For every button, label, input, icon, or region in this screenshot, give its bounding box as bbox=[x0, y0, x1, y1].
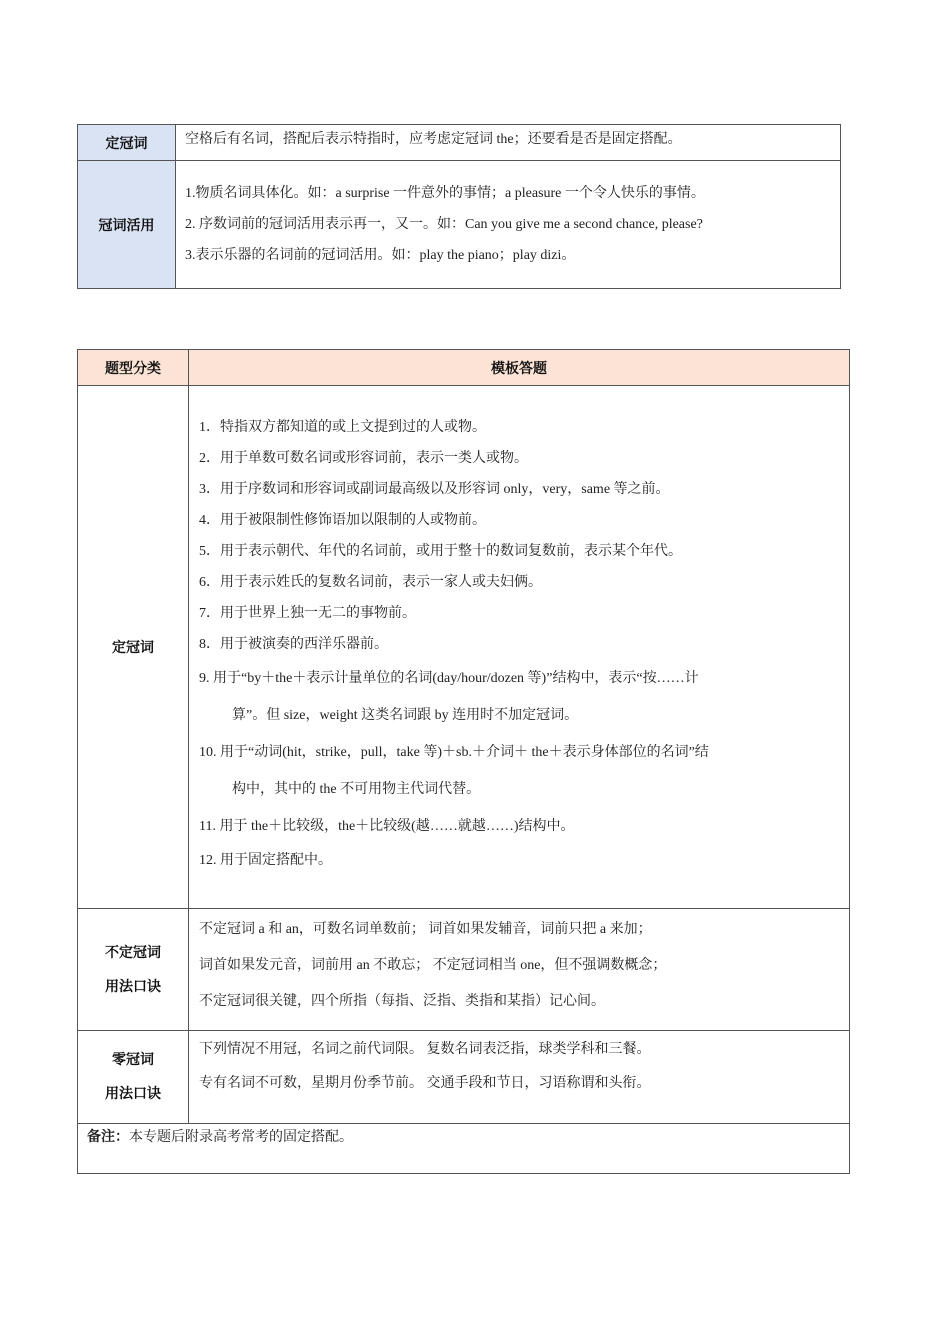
note-label: 备注： bbox=[87, 1129, 129, 1145]
list-item: 不定冠词 a 和 an，可数名词单数前； 词首如果发辅音，词前只把 a 来加； bbox=[199, 922, 652, 937]
list-item bbox=[199, 734, 841, 808]
list-item-line: 10. 用于“动词(hit，strike，pull，take 等)＋sb.＋介词＋ the＋表示身体部位的名词”结 bbox=[199, 745, 709, 760]
row-label-definite: 定冠词 bbox=[78, 125, 176, 161]
table-row bbox=[78, 1124, 850, 1174]
list-item: 2. 序数词前的冠词活用表示再一，又一。如：Can you give me a second chance, please? bbox=[185, 217, 703, 232]
list-item: 2．用于单数可数名词或形容词前，表示一类人或物。 bbox=[199, 451, 528, 466]
list-item: 5．用于表示朝代、年代的名词前，或用于整十的数词复数前，表示某个年代。 bbox=[199, 544, 682, 559]
zero-article-label: 零冠词 用法口诀 bbox=[78, 1031, 189, 1124]
table-row bbox=[78, 386, 850, 909]
table-row bbox=[78, 909, 850, 1031]
list-item: 12. 用于固定搭配中。 bbox=[199, 853, 332, 868]
list-item bbox=[199, 660, 841, 734]
definite-article-rules bbox=[189, 386, 850, 909]
indefinite-article-label: 不定冠词 用法口诀 bbox=[78, 909, 189, 1031]
row-text-flexible-use bbox=[176, 161, 841, 289]
table-row bbox=[78, 1031, 850, 1124]
list-item: 3.表示乐器的名词前的冠词活用。如：play the piano；play dizi。 bbox=[185, 248, 576, 263]
list-item: 1．特指双方都知道的或上文提到过的人或物。 bbox=[199, 420, 486, 435]
note-cell bbox=[78, 1124, 850, 1174]
list-item: 8．用于被演奏的西洋乐器前。 bbox=[199, 637, 388, 652]
row-label-flexible-use: 冠词活用 bbox=[78, 161, 176, 289]
list-item: 词首如果发元音，词前用 an 不敢忘； 不定冠词相当 one，但不强调数概念； bbox=[199, 958, 667, 973]
table-header-row bbox=[78, 350, 850, 386]
list-item: 不定冠词很关键，四个所指（每指、泛指、类指和某指）记心间。 bbox=[199, 994, 605, 1009]
row-text-definite: 空格后有名词，搭配后表示特指时，应考虑定冠词 the；还要看是否是固定搭配。 bbox=[176, 125, 841, 161]
list-item: 下列情况不用冠，名词之前代词限。 复数名词表泛指，球类学科和三餐。 bbox=[199, 1042, 651, 1057]
list-item-line: 算”。但 size，weight 这类名词跟 by 连用时不加定冠词。 bbox=[232, 708, 579, 723]
list-item-line: 9. 用于“by＋the＋表示计量单位的名词(day/hour/dozen 等)”结构中，表示“按……计 bbox=[199, 671, 699, 686]
note-text: 本专题后附录高考常考的固定搭配。 bbox=[129, 1130, 353, 1145]
list-item: 1.物质名词具体化。如：a surprise 一件意外的事情；a pleasure 一个令人快乐的事情。 bbox=[185, 186, 705, 201]
table-row bbox=[78, 161, 841, 289]
list-item: 7．用于世界上独一无二的事物前。 bbox=[199, 606, 416, 621]
list-item-line: 构中，其中的 the 不可用物主代词代替。 bbox=[232, 782, 481, 797]
definite-article-label: 定冠词 bbox=[78, 386, 189, 909]
table-row bbox=[78, 125, 841, 161]
zero-article-rhyme bbox=[189, 1031, 850, 1124]
list-item: 专有名词不可数，星期月份季节前。 交通手段和节日，习语称谓和头衔。 bbox=[199, 1076, 651, 1091]
list-item: 3．用于序数词和形容词或副词最高级以及形容词 only，very，same 等之前。 bbox=[199, 482, 670, 497]
table-article-summary bbox=[77, 124, 841, 289]
list-item: 11. 用于 the＋比较级，the＋比较级(越……就越……)结构中。 bbox=[199, 819, 575, 834]
indefinite-article-rhyme bbox=[189, 909, 850, 1031]
list-item: 4．用于被限制性修饰语加以限制的人或物前。 bbox=[199, 513, 486, 528]
table-template-answers bbox=[77, 349, 850, 1174]
list-item: 6．用于表示姓氏的复数名词前，表示一家人或夫妇俩。 bbox=[199, 575, 542, 590]
header-category: 题型分类 bbox=[78, 350, 189, 386]
header-template: 模板答题 bbox=[189, 350, 850, 386]
